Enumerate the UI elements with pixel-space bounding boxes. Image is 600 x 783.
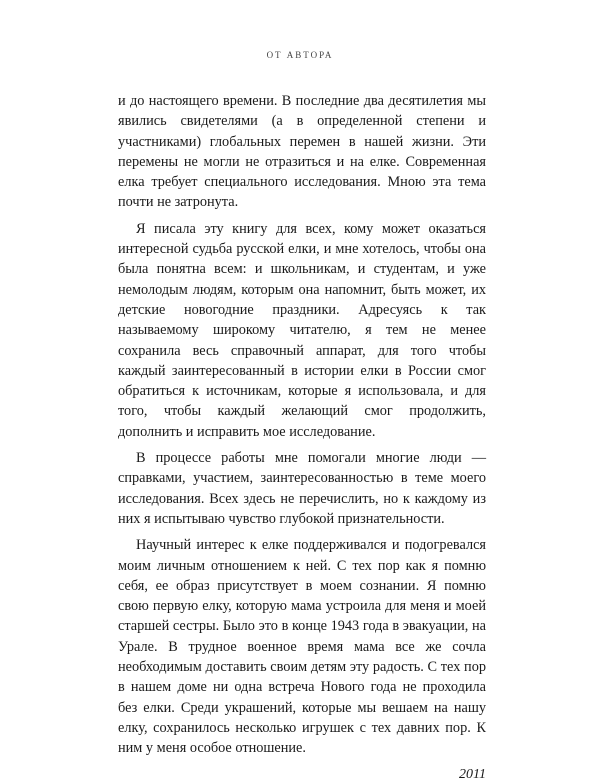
- running-head: ОТ АВТОРА: [266, 50, 334, 60]
- paragraph-3: В процессе работы мне помогали многие люди — справками, участием, заинтересованностью в теме моего исследования. Всех здесь не перечислить, но к каждому из них я испытываю чувство глубокой признательности.: [118, 450, 486, 527]
- paragraph-1: и до настоящего времени. В последние два десятилетия мы явились свидетелями (а в определенной степени и участниками) глобальных перемен в нашей жизни. Эти перемены не могли не отразиться и на елке. Современная елка требует специального исследования. Мною эта тема почти не затронута.: [118, 93, 486, 211]
- paragraph-4: Научный интерес к елке поддерживался и подогревался моим личным отношением к ней. С тех пор как я помню себя, ее образ присутствует в моем сознании. Я помню свою первую елку, которую мама устроила для меня и моей старшей сестры. Было это в конце 1943 года в эвакуации, на Урале. В трудное военное время мама все же сочла необходимым доставить своим детям эту радость. С тех пор в нашем доме ни одна встреча Нового года не проходила без елки. Среди украшений, которые мы вешаем на нашу елку, сохранилось несколько игрушек с тех давних пор. К ним у меня особое отношение.: [118, 537, 486, 757]
- date-signature: 2011: [459, 766, 486, 782]
- paragraph-2: Я писала эту книгу для всех, кому может оказаться интересной судьба русской елки, и мне хотелось, чтобы она была понятна всем: и школьникам, и студентам, и уже немолодым людям, которым она напомнит, быть может, их детские новогодние праздники. Адресуясь к так называемому широкому читателю, я тем не менее сохранила весь справочный аппарат, для того чтобы каждый заинтересованный в истории елки в России смог обратиться к источникам, которые я использовала, и для того, чтобы каждый желающий смог продолжить, дополнить и исправить мое исследование.: [118, 220, 486, 440]
- body-text: [118, 91, 486, 783]
